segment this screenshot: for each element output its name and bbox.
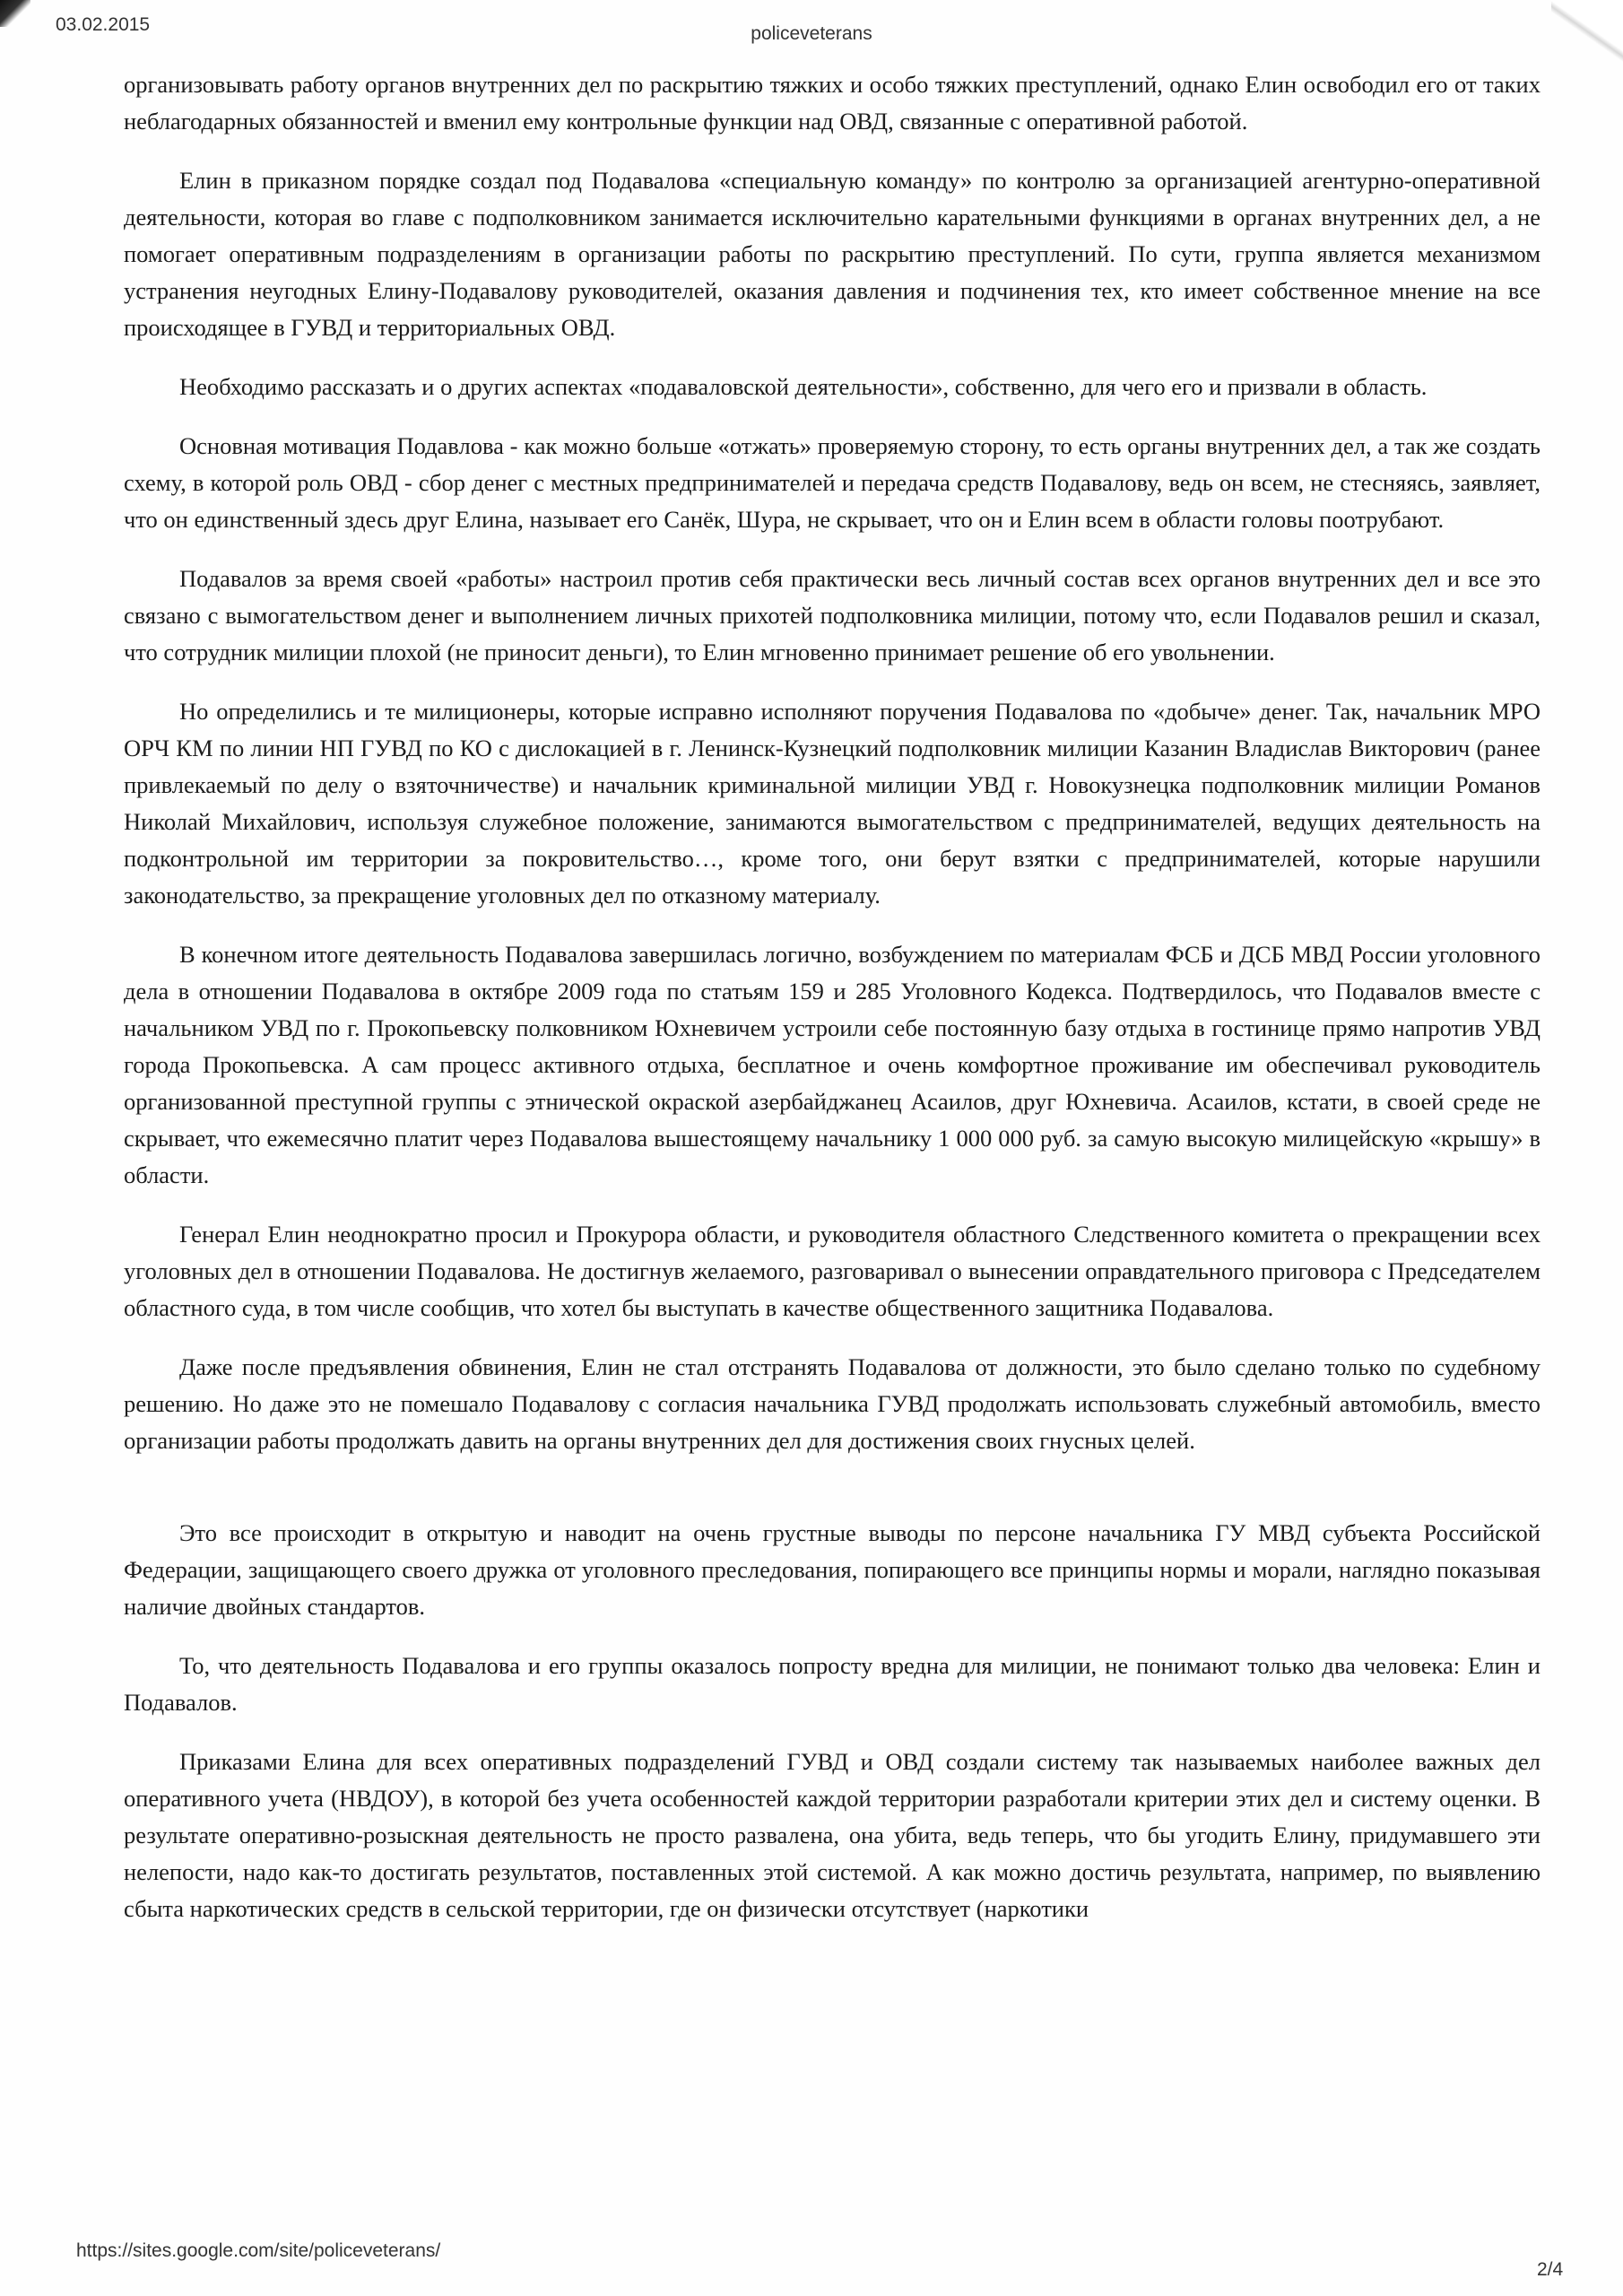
paragraph: Необходимо рассказать и о других аспектах «подаваловской деятельности», собственно, для чего его и призвали в область. (179, 373, 1428, 400)
paragraph: Генерал Елин неоднократно просил и Прокурора области, и руководителя областного Следственного комитета о прекращении всех уголовных дел в отношении Подавалова. Не достигнув желаемого, разговаривал о вынесении оправдательного приговора с Председателем областного суда, в том числе сообщив, что хотел бы выступать в качестве общественного защитника Подавалова. (124, 1221, 1541, 1321)
document-body (124, 66, 1541, 1927)
paragraph: организовывать работу органов внутренних дел по раскрытию тяжких и особо тяжких преступлений, однако Елин освободил его от таких неблагодарных обязанностей и вменил ему контрольные функции над ОВД, связанные с оперативной работой. (124, 71, 1541, 135)
paragraph: Даже после предъявления обвинения, Елин не стал отстранять Подавалова от должности, это было сделано только по судебному решению. Но даже это не помешало Подавалову с согласия начальника ГУВД продолжать использовать служебный автомобиль, вместо организации работы продолжать давить на органы внутренних дел для достижения своих гнусных целей. (124, 1353, 1541, 1454)
paragraph: Подавалов за время своей «работы» настроил против себя практически весь личный состав всех органов внутренних дел и все это связано с вымогательством денег и выполнением личных прихотей подполковника милиции, потому что, если Подавалов решил и сказал, что сотрудник милиции плохой (не приносит деньги), то Елин мгновенно принимает решение об его увольнении. (124, 565, 1541, 665)
footer-url: https://sites.google.com/site/policeveterans/ (76, 2240, 441, 2261)
paragraph: Основная мотивация Подавлова - как можно больше «отжать» проверяемую сторону, то есть органы внутренних дел, а так же создать схему, в которой роль ОВД - сбор денег с местных предпринимателей и передача средств Подавалову, ведь он всем, не стесняясь, заявляет, что он единственный здесь друг Елина, называет его Санёк, Шура, не скрывает, что он и Елин всем в области головы поотрубают. (124, 432, 1541, 533)
print-date: 03.02.2015 (56, 14, 151, 35)
site-title: policeveterans (751, 23, 872, 44)
paragraph: Но определились и те милиционеры, которые исправно исполняют поручения Подавалова по «добыче» денег. Так, начальник МРО ОРЧ КМ по линии НП ГУВД по КО с дислокацией в г. Ленинск-Кузнецкий подполковник милиции Казанин Владислав Викторович (ранее привлекаемый по делу о взяточничестве) и начальник криминальной милиции УВД г. Новокузнецка подполковник милиции Романов Николай Михайлович, используя служебное положение, занимаются вымогательством с предпринимателей, ведущих деятельность на подконтрольной им территории за покровительство…, кроме того, они берут взятки с предпринимателей, которые нарушили законодательство, за прекращение уголовных дел по отказному материалу. (124, 698, 1541, 909)
paragraph: Это все происходит в открытую и наводит на очень грустные выводы по персоне начальника ГУ МВД субъекта Российской Федерации, защищающего своего дружка от уголовного преследования, попирающего все принципы нормы и морали, наглядно показывая наличие двойных стандартов. (124, 1519, 1541, 1620)
paragraph: То, что деятельность Подавалова и его группы оказалось попросту вредна для милиции, не понимают только два человека: Елин и Подавалов. (124, 1652, 1541, 1716)
paragraph: В конечном итоге деятельность Подавалова завершилась логично, возбуждением по материалам ФСБ и ДСБ МВД России уголовного дела в отношении Подавалова в октябре 2009 года по статьям 159 и 285 Уголовного Кодекса. Подтвердилось, что Подавалов вместе с начальником УВД по г. Прокопьевску полковником Юхневичем устроили себе постоянную базу отдыха в гостинице прямо напротив УВД города Прокопьевска. А сам процесс активного отдыха, бесплатное и очень комфортное проживание им обеспечивал руководитель организованной преступной группы с этнической окраской азербайджанец Асаилов, друг Юхневича. Асаилов, кстати, в своей среде не скрывает, что ежемесячно платит через Подавалова вышестоящему начальнику 1 000 000 руб. за самую высокую милицейскую «крышу» в области. (124, 941, 1541, 1188)
page-number: 2/4 (1537, 2259, 1564, 2280)
paragraph: Елин в приказном порядке создал под Подавалова «специальную команду» по контролю за организацией агентурно-оперативной деятельности, которая во главе с подполковником занимается исключительно карательными функциями в органах внутренних дел, а не помогает оперативным подразделениям в организации работы по раскрытию преступлений. По сути, группа является механизмом устранения неугодных Елину-Подавалову руководителей, оказания давления и подчинения тех, кто имеет собственное мнение на все происходящее в ГУВД и территориальных ОВД. (124, 167, 1541, 341)
paragraph: Приказами Елина для всех оперативных подразделений ГУВД и ОВД создали систему так называемых наиболее важных дел оперативного учета (НВДОУ), в которой без учета особенностей каждой территории разработали критерии этих дел и систему оценки. В результате оперативно-розыскная деятельность не просто развалена, она убита, ведь теперь, что бы угодить Елину, придумавшего эти нелепости, надо как-то достигать результатов, поставленных этой системой. А как можно достичь результата, например, по выявлению сбыта наркотических средств в сельской территории, где он физически отсутствует (наркотики (124, 1748, 1541, 1922)
